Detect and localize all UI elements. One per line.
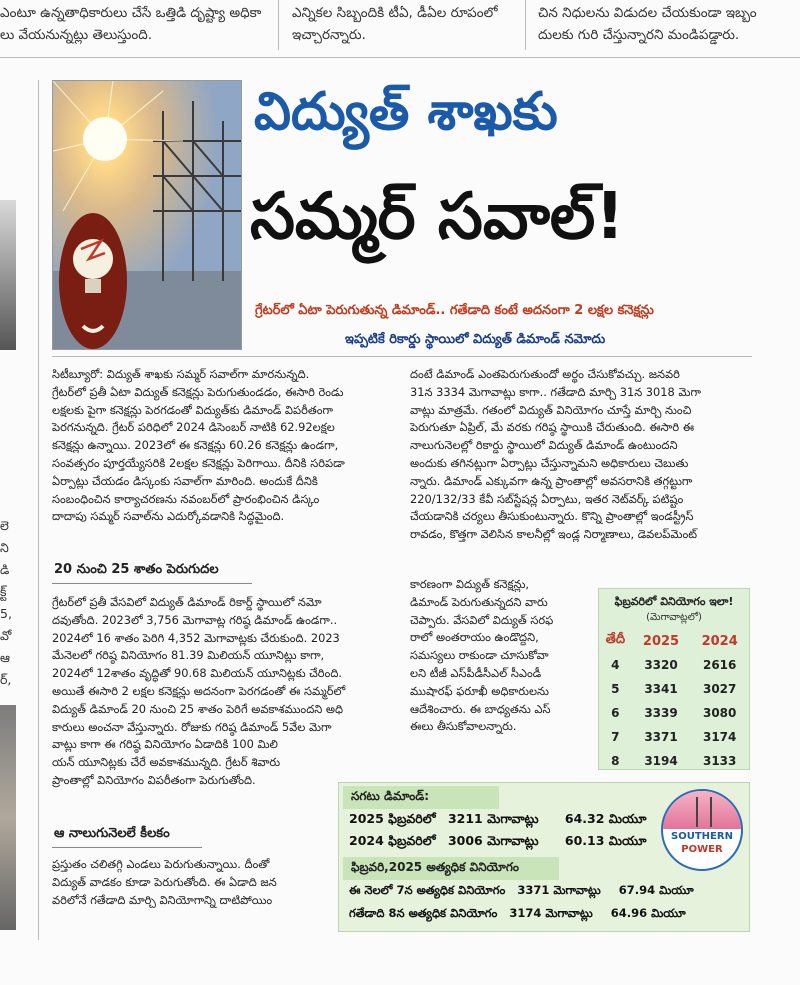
headline-subline2: ఇప్పటికే రికార్డు స్థాయిలో విద్యుత్ డిమాండ్ నమోదు	[345, 332, 606, 347]
left-edge-fragments: లె ని డి క్ట్ 5, వో ఆ ర్,	[0, 518, 12, 687]
article-column-a	[52, 366, 382, 526]
text-line: ముషారఫ్ ఫరూఖీ అధికారులను	[410, 683, 549, 698]
subhead-growth: 20 నుంచి 25 శాతం పెరుగుదల	[54, 562, 219, 577]
text-line: వరిలోనే గతేడాది మార్చి వినియోగాన్ని దాటిపోయిం	[52, 892, 273, 907]
peak-usage-band: ఫిబ్రవరి,2025 అత్యధిక వినియోగం	[343, 857, 559, 880]
table-row: 6 3339 3080	[611, 706, 737, 720]
article-column-b	[410, 366, 750, 544]
text-line: ఏర్పాట్లు చేయడం డిస్కంకు సవాల్‌గా మారింది. అందుకే దీనికి	[52, 473, 318, 488]
text-line: సంబంధించిన కార్యాచరణను నవంబర్‌లో ప్రారంభించిన డిస్కం	[52, 491, 320, 506]
text-line: విద్యుత్ వాడకం కూడా పెరుగుతోంది. ఈ ఏడాది జన	[52, 874, 277, 889]
table-row: 4 3320 2616	[611, 658, 737, 672]
text-line: పెరుగుతూ ఏప్రిల్, మే వరకు గరిష్ఠ స్థాయికి చేరుతుంది. ఈసారి ఈ	[410, 420, 695, 435]
demand-row: 2025 ఫిబ్రవరిలో 3211 మెగావాట్లు 64.32 మియూ	[349, 811, 647, 826]
header-2025: 2025	[642, 633, 680, 649]
left-edge-photo-lower	[0, 705, 16, 930]
logo-text2: POWER	[681, 844, 723, 855]
table	[599, 629, 749, 773]
text-line: అందుకు తగినట్లుగా ఏర్పాట్లు చేస్తున్నామని అధికారులు చెబుతు	[410, 455, 689, 470]
headline-line1: విద్యుత్ శాఖకు	[254, 82, 558, 142]
table-header-row	[599, 629, 749, 653]
text-line: రావడం, కొత్తగా వెలిసిన కాలనీల్లో ఇండ్ల నిర్మాణాలు, డెవలప్‌మెంట్	[410, 527, 698, 542]
text-line: గ్రేటర్‌లో ప్రతీ వేసవిలో విద్యుత్ డిమాండ్ రికార్డ్ స్థాయిలో నమో	[52, 595, 322, 609]
text-line: 2024లో 16 శాతం పెరిగి 4,352 మెగావాట్లకు చేరుకుంది. 2023	[52, 630, 340, 645]
subhead-four-months: ఆ నాలుగునెలలే కీలకం	[54, 826, 170, 841]
text-line: దంటే డిమాండ్ ఎంతపెరుగుతుందో అర్థం చేసుకోవచ్చు. జనవరి	[410, 367, 680, 381]
left-column-divider	[38, 80, 39, 940]
header-2024: 2024	[701, 633, 738, 649]
southern-power-logo	[661, 789, 743, 871]
text-line: లని టీజీ ఎస్‌పీడీసీఎల్ సీఎండీ	[410, 665, 542, 680]
subhead-rule	[52, 583, 252, 584]
text-line: డిమాండ్ పెరుగుతున్నదని వారు	[410, 594, 548, 609]
headline-subline1: గ్రేటర్‌లో ఏటా పెరుగుతున్న డిమాండ్.. గతేడాది కంటే అదనంగా 2 లక్షల కనెక్షన్లు	[255, 303, 654, 318]
text-line: 31న 3334 మెగావాట్లు కాగా.. గతేడాది మార్చి 31న 3018 మెగా	[410, 384, 701, 399]
peak-row: గతేడాది 8న అత్యధిక వినియోగం 3174 మెగావాట్లు 64.96 మియూ	[349, 906, 686, 920]
table-row: 5 3341 3027	[611, 682, 737, 696]
substation-illustration	[53, 81, 241, 349]
substation-photo	[52, 80, 242, 350]
left-edge-photo	[0, 200, 16, 350]
text-line: దవుతోంది. 2023లో 3,756 మెగావాట్ల గరిష్ఠ డిమాండ్ ఉండగా..	[52, 612, 338, 627]
table-row: 8 3194 3133	[611, 754, 737, 768]
text-line: 2024లో 12శాతం వృద్ధితో 90.68 మిలియన్ యూనిట్లకు చేరింది.	[52, 666, 342, 681]
text-line: యన్ యూనిట్లకు చేరే అవకాశమున్నది. గ్రేటర్ శివారు	[52, 755, 281, 770]
text-line: వాట్లు మాత్రమే. గతంలో విద్యుత్ వినియోగం చూస్తే మార్చి నుంచి	[410, 402, 692, 417]
text-line: నాలుగునెలల్లో రికార్డు స్థాయిలో విద్యుత్ డిమాండ్ ఉంటుందని	[410, 438, 678, 453]
subhead-rule	[52, 847, 202, 848]
demand-summary-box	[338, 782, 750, 932]
header-date: తేదీ	[605, 632, 625, 647]
table-row: 7 3371 3174	[611, 730, 737, 744]
top-strip-rule	[0, 57, 800, 58]
text-line: చెప్పారు. వేసవిలో విద్యుత్ సరఫ	[410, 612, 554, 627]
table-unit: (మెగావాట్లలో)	[646, 612, 702, 623]
text-line: ప్రాంతాల్లో వినియోగం విపరీతంగా పెరుగుతోంది.	[52, 772, 256, 787]
text-line: దాదాపు సమ్మర్ సవాల్‌ను ఎదుర్కోవడానికి సిద్ధమైంది.	[52, 509, 285, 524]
text-line: సమస్యలు రాకుండా చూసుకోవా	[410, 648, 549, 663]
logo-text: SOUTHERN	[671, 831, 733, 842]
headline-rule	[52, 356, 752, 357]
article-column-a-2	[52, 594, 382, 790]
text-line: అయితే ఈసారి 2 లక్షల కనెక్షన్లు అదనంగా పెరగడంతో ఈ సమ్మర్‌లో	[52, 683, 346, 698]
text-line: సిటీబ్యూరో: విద్యుత్ శాఖకు సమ్మర్ సవాల్‌గా మారనున్నది.	[52, 367, 310, 381]
february-consumption-table	[598, 588, 750, 770]
text-line: వాట్లు కాగా ఈ గరిష్ఠ వినియోగం ఏడాదికి 100 మిలి	[52, 737, 278, 752]
text-line: ప్రస్తుతం చలితగ్గి ఎండలు పెరుగుతున్నాయి. దీంతో	[52, 857, 270, 871]
logo-tower-icon	[696, 797, 712, 827]
top-strip-col2: ఎన్నికల సిబ్బందికి టీఏ, డీఏల రూపంలో ఇచ్చారన్నారు.	[292, 5, 498, 43]
column-divider	[525, 0, 526, 50]
peak-row: ఈ నెలలో 7న అత్యధిక వినియోగం 3371 మెగావాట్లు 67.94 మియూ	[349, 883, 694, 897]
text-line: విద్యుత్ డిమాండ్ 20 నుంచి 25 శాతం పెరిగే అవకాశముందని అధి	[52, 701, 344, 716]
text-line: కారులు అంచనా వేస్తున్నారు. రోజుకు గరిష్ఠ డిమాండ్ 5వేల మెగా	[52, 719, 332, 734]
text-line: సంవత్సరం పూర్తయ్యేసరికి 2లక్షల కనెక్షన్లు పెరిగాయి. దీనికి సరిపడా	[52, 455, 345, 470]
text-line: గ్రేటర్‌లో ప్రతీ ఏటా విద్యుత్ కనెక్షన్లు పెరుగుతుండడం, ఈసారి రెండు	[52, 384, 344, 399]
text-line: న్నారు. డిమాండ్ ఎక్కువగా ఉన్న ప్రాంతాల్లో అవసరానికి తగ్గట్టుగా	[410, 473, 693, 488]
text-line: చేయడానికి చర్యలు తీసుకుంటున్నారు. కొన్ని ప్రాంతాల్లో ఇండస్ట్రీస్	[410, 509, 694, 524]
top-strip-col1: ఎంటూ ఉన్నతాధికారులు చేసే ఒత్తిడి దృష్ట్యా అధికా లు వేయనున్నట్లు తెలుస్తుంది.	[0, 5, 262, 43]
article-column-a-3	[52, 856, 332, 909]
text-line: లక్షలకు పైగా కనెక్షన్లు పెరగడంతో విద్యుత్‌కు డిమాండ్ విపరీతంగా	[52, 402, 333, 417]
text-line: కారణంగా విద్యుత్ కనెక్షన్లు,	[410, 577, 530, 591]
table-title: ఫిబ్రవరిలో వినియోగం ఇలా!	[614, 595, 734, 608]
demand-row: 2024 ఫిబ్రవరిలో 3006 మెగావాట్లు 60.13 మియూ	[349, 833, 647, 848]
column-divider	[278, 0, 279, 50]
average-demand-band: సగటు డిమాండ్:	[343, 786, 499, 809]
text-line: కనెక్షన్లు ఉన్నాయి. 2023లో ఈ కనెక్షన్లు 60.26 కనెక్షన్లు ఉండగా,	[52, 438, 339, 453]
text-line: ఆదేశించారు. ఈ బాధ్యతను ఎస్	[410, 701, 551, 716]
text-line: ఈలు తీసుకోవాలన్నారు.	[410, 719, 517, 734]
text-line: మేనెలలో గరిష్ఠ వినియోగం 81.39 మిలియన్ యూనిట్లు కాగా,	[52, 648, 325, 663]
top-strip-col3: చిన నిధులను విడుదల చేయకుండా ఇబ్బం దులకు గురి చేస్తున్నారని మండిపడ్డారు.	[538, 5, 757, 43]
text-line: రాలో అంతరాయం ఉండొద్దని,	[410, 630, 539, 645]
text-line: పెరగనున్నది. గ్రేటర్ పరిధిలో 2024 డిసెంబర్ నాటికి 62.92లక్షల	[52, 420, 335, 435]
headline-line2: సమ్మర్ సవాల్!	[250, 180, 625, 254]
text-line: 220/132/33 కేవీ సబ్‌స్టేషన్ల ఏర్పాటు, ఇతర నెట్‌వర్క్ పటిష్టం	[410, 491, 684, 506]
article-column-b-narrow	[410, 576, 590, 736]
